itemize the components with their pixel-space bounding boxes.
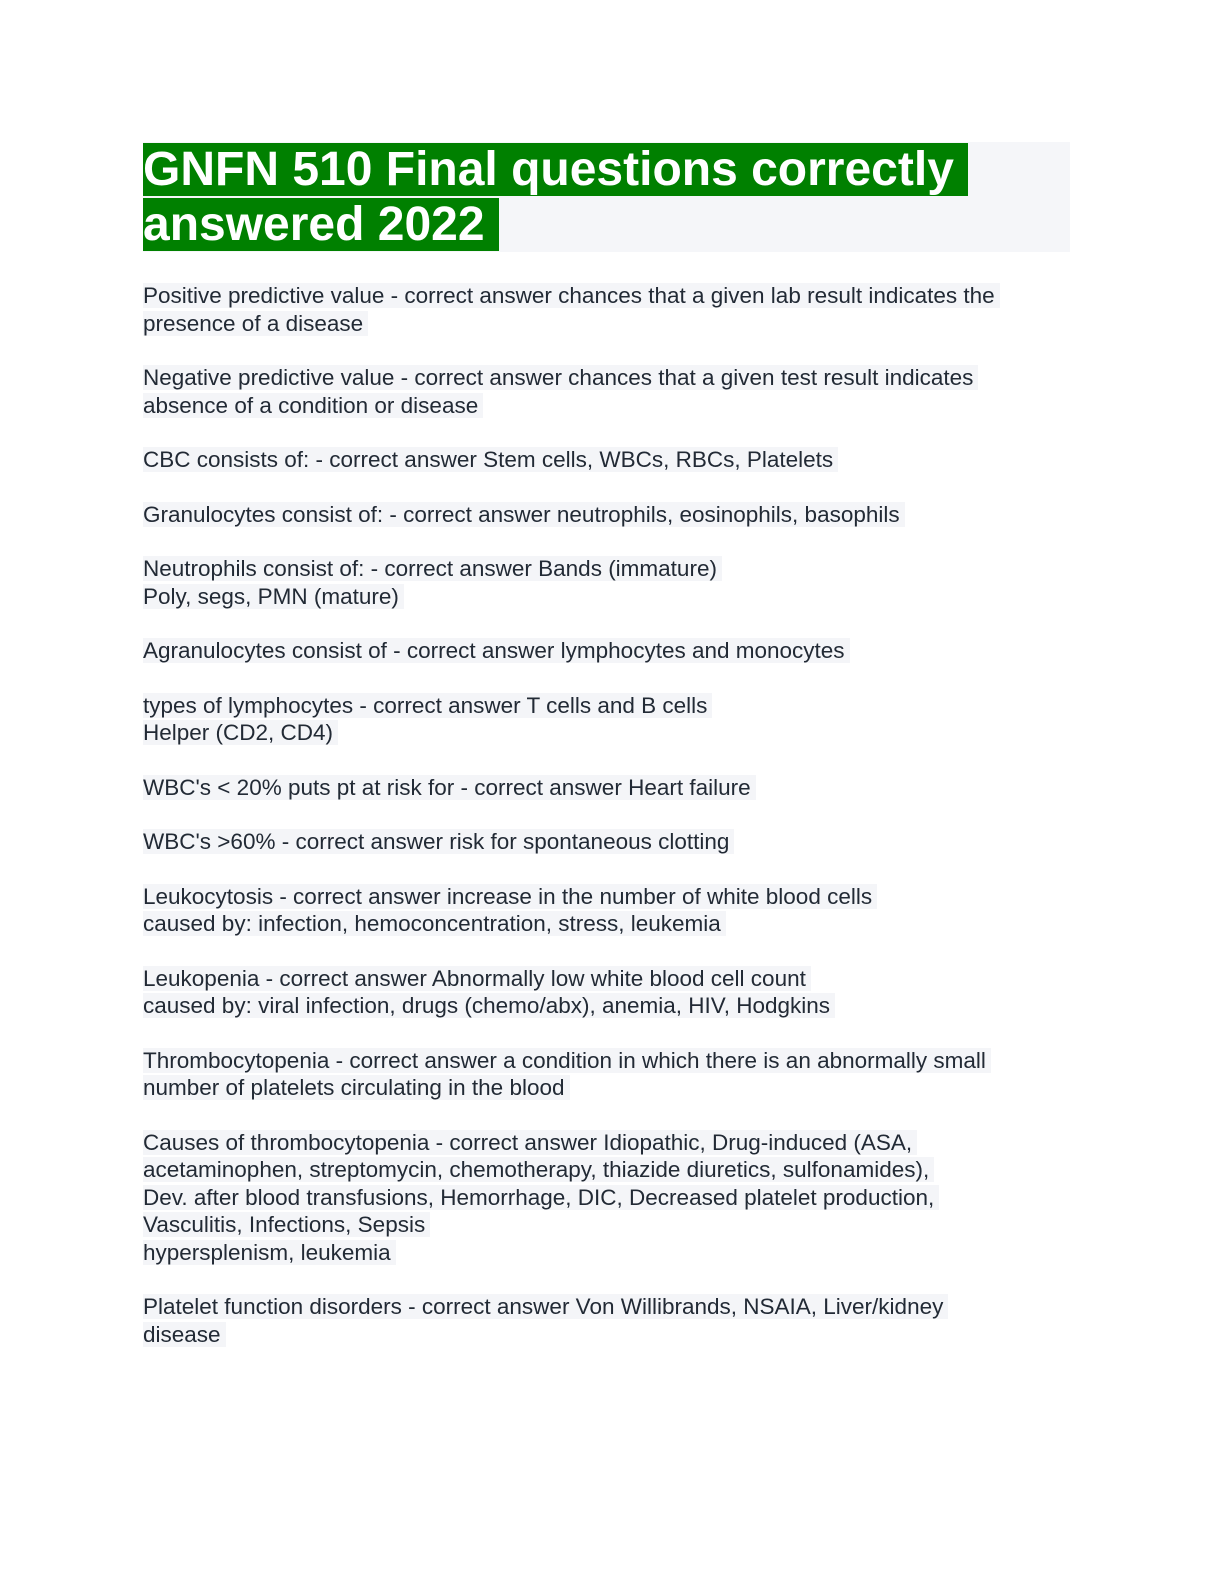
qa-item-text: WBC's >60% - correct answer risk for spontaneous clotting (143, 829, 734, 854)
qa-item-text: Neutrophils consist of: - correct answer Bands (immature) (143, 556, 722, 581)
qa-item-text: Dev. after blood transfusions, Hemorrhage, DIC, Decreased platelet production, (143, 1185, 939, 1210)
qa-item (143, 555, 1070, 610)
qa-item-row (143, 1239, 1070, 1267)
qa-item-row (143, 1211, 1070, 1239)
qa-item-text: Granulocytes consist of: - correct answer neutrophils, eosinophils, basophils (143, 502, 905, 527)
qa-item-text: number of platelets circulating in the blood (143, 1075, 570, 1100)
qa-item-row (143, 282, 1070, 310)
qa-item-text: WBC's < 20% puts pt at risk for - correct answer Heart failure (143, 775, 756, 800)
qa-item-row (143, 1074, 1070, 1102)
qa-item-row (143, 1156, 1070, 1184)
qa-item-text: caused by: infection, hemoconcentration, stress, leukemia (143, 911, 726, 936)
qa-item-row (143, 719, 1070, 747)
qa-item-text: CBC consists of: - correct answer Stem cells, WBCs, RBCs, Platelets (143, 447, 838, 472)
qa-item-text: caused by: viral infection, drugs (chemo/abx), anemia, HIV, Hodgkins (143, 993, 835, 1018)
qa-item (143, 501, 1070, 529)
qa-item (143, 692, 1070, 747)
qa-item-row (143, 1293, 1070, 1321)
qa-item (143, 828, 1070, 856)
qa-item-text: Leukopenia - correct answer Abnormally low white blood cell count (143, 966, 811, 991)
qa-item (143, 1047, 1070, 1102)
qa-item (143, 446, 1070, 474)
qa-item-row (143, 310, 1070, 338)
question-answer-list (143, 282, 1070, 1348)
qa-item-text: Negative predictive value - correct answer chances that a given test result indicates (143, 365, 978, 390)
document-title-block (143, 142, 1070, 252)
document-page (143, 142, 1070, 1375)
qa-item-text: hypersplenism, leukemia (143, 1240, 396, 1265)
qa-item-row (143, 828, 1070, 856)
document-title (143, 142, 973, 252)
qa-item-row (143, 992, 1070, 1020)
qa-item-row (143, 637, 1070, 665)
qa-item-text: Causes of thrombocytopenia - correct answer Idiopathic, Drug-induced (ASA, (143, 1130, 917, 1155)
qa-item-row (143, 501, 1070, 529)
qa-item-row (143, 910, 1070, 938)
qa-item-text: Helper (CD2, CD4) (143, 720, 338, 745)
qa-item-text: presence of a disease (143, 311, 368, 336)
qa-item-row (143, 1321, 1070, 1349)
qa-item-row (143, 1047, 1070, 1075)
qa-item-row (143, 583, 1070, 611)
qa-item (143, 637, 1070, 665)
qa-item-row (143, 774, 1070, 802)
qa-item (143, 282, 1070, 337)
qa-item-row (143, 555, 1070, 583)
qa-item-row (143, 883, 1070, 911)
qa-item-text: disease (143, 1322, 226, 1347)
qa-item (143, 774, 1070, 802)
qa-item-row (143, 364, 1070, 392)
qa-item-text: types of lymphocytes - correct answer T cells and B cells (143, 693, 712, 718)
qa-item-text: Positive predictive value - correct answer chances that a given lab result indicates the (143, 283, 1000, 308)
qa-item-row (143, 692, 1070, 720)
qa-item-row (143, 446, 1070, 474)
qa-item-text: acetaminophen, streptomycin, chemotherapy, thiazide diuretics, sulfonamides), (143, 1157, 934, 1182)
qa-item-text: Leukocytosis - correct answer increase in the number of white blood cells (143, 884, 877, 909)
qa-item-row (143, 1129, 1070, 1157)
qa-item (143, 883, 1070, 938)
qa-item-text: Vasculitis, Infections, Sepsis (143, 1212, 430, 1237)
qa-item-row (143, 965, 1070, 993)
qa-item-text: Thrombocytopenia - correct answer a condition in which there is an abnormally small (143, 1048, 991, 1073)
document-title-line-1: GNFN 510 Final questions correctly (143, 143, 968, 196)
qa-item-text: Poly, segs, PMN (mature) (143, 584, 404, 609)
qa-item (143, 364, 1070, 419)
qa-item (143, 1293, 1070, 1348)
qa-item (143, 965, 1070, 1020)
qa-item-row (143, 1184, 1070, 1212)
qa-item (143, 1129, 1070, 1267)
qa-item-text: Agranulocytes consist of - correct answer lymphocytes and monocytes (143, 638, 850, 663)
qa-item-text: Platelet function disorders - correct answer Von Willibrands, NSAIA, Liver/kidney (143, 1294, 948, 1319)
qa-item-text: absence of a condition or disease (143, 393, 483, 418)
qa-item-row (143, 392, 1070, 420)
document-title-line-2: answered 2022 (143, 198, 499, 251)
